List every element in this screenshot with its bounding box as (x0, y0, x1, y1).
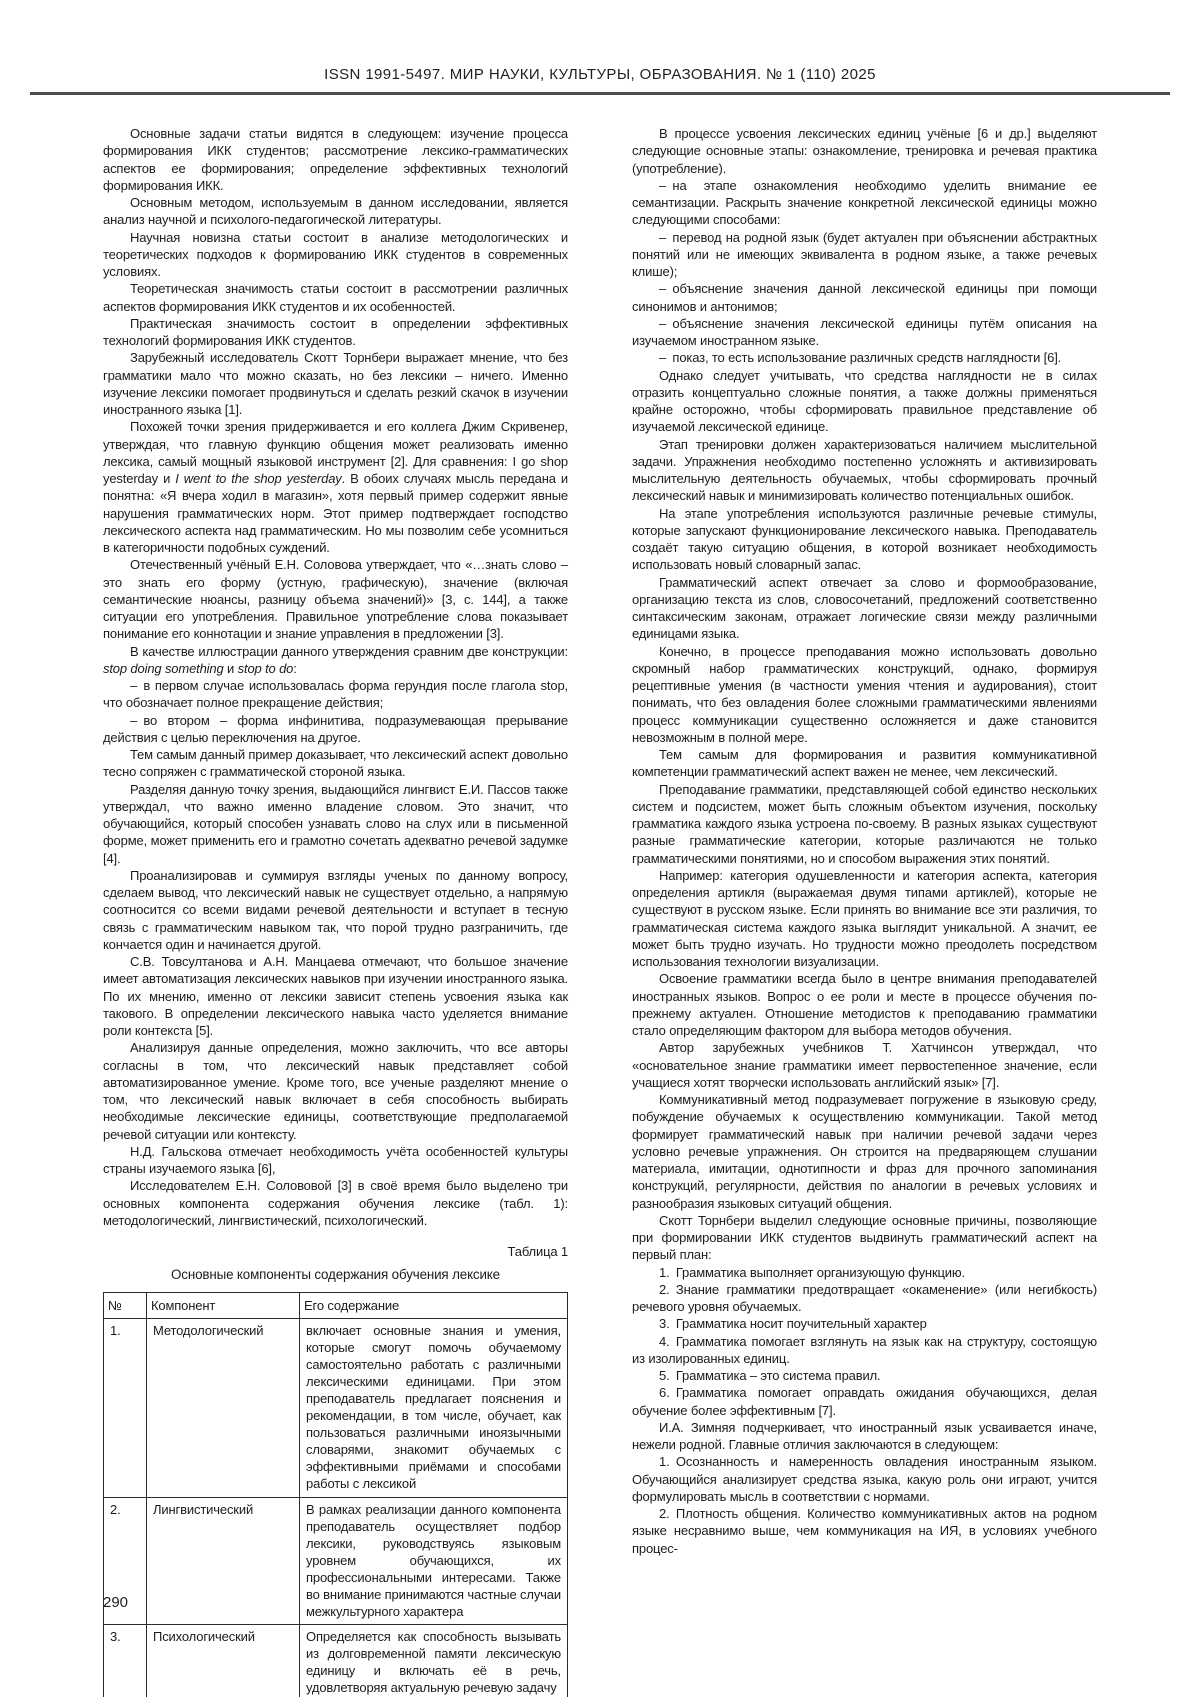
right-column-paragraphs (632, 125, 1097, 1557)
paragraph: Этап тренировки должен характеризоваться наличием мыслительной задачи. Упражнения необходимо постепенно усложнять и активизировать мыслительную деятельность обучаемых, чтобы сформировать прочный лексический навык и минимизировать количество потенциальных ошибок. (632, 436, 1097, 504)
table-row (104, 1497, 568, 1625)
paragraph: 1. Грамматика выполняет организующую функцию. (659, 1264, 965, 1280)
paragraph: Н.Д. Гальскова отмечает необходимость учёта особенностей культуры страны изучаемого языка [6], (103, 1143, 568, 1176)
right-column (632, 125, 1097, 1697)
paragraph: Зарубежный исследователь Скотт Торнбери выражает мнение, что без грамматики мало что можно сказать, но без лексики – ничего. Именно изучение лексики помогает продвинуться и сделать резкий скачок в изучении иностранного языка [1]. (103, 350, 568, 417)
table-cell: 3. (104, 1625, 147, 1697)
table-cell: Методологический (147, 1318, 300, 1497)
paragraph: Тем самым данный пример доказывает, что лексический аспект довольно тесно сопряжен с грамматической стороной языка. (103, 747, 568, 780)
two-column-layout (103, 125, 1097, 1697)
paragraph: Скотт Торнбери выделил следующие основные причины, позволяющие при формировании ИКК студентов выдвинуть грамматический аспект на первый план: (632, 1212, 1097, 1263)
paragraph: 5. Грамматика – это система правил. (659, 1368, 881, 1383)
table-row (104, 1318, 568, 1497)
paragraph: – объяснение значения данной лексической единицы при помощи синонимов и антонимов; (632, 281, 1097, 314)
paragraph: С.В. Товсултанова и А.Н. Манцаева отмечают, что большое значение имеет автоматизация лексических навыков при изучении иностранного языка. По их мнению, именно от лексики зависит степень усвоения языка как такового. В определении лексического навыка часто уделяется внимание роли контекста [5]. (103, 954, 568, 1038)
paragraph: 1. Осознанность и намеренность овладения иностранным языком. Обучающийся анализирует средства языка, какую роль они играют, учится формулировать мысль в соответствии с нормами. (632, 1454, 1097, 1504)
paragraph: Основным методом, используемым в данном исследовании, является анализ научной и психолого-педагогической литературы. (103, 195, 568, 228)
paragraph: Основные задачи статьи видятся в следующем: изучение процесса формирования ИКК студентов; рассмотрение лексико-грамматических аспектов ее формирования; определение эффективных технологий формирования ИКК. (103, 126, 568, 193)
paragraph: Коммуникативный метод подразумевает погружение в языковую среду, побуждение обучаемых к осуществлению коммуникации. Такой метод формирует грамматический навык при наличии речевой задачи через условно речевые упражнения. Он строится на предваряющем слушании материала, имитации, однотипности и фраз для прочного запоминания конструкций, регулярности, действия по аналогии в речевых условиях и разнообразия языковых ситуаций общения. (632, 1092, 1097, 1211)
left-column-paragraphs (103, 125, 568, 1229)
paragraph: Похожей точки зрения придерживается и его коллега Джим Скривенер, утверждая, что главную функцию общения может реализовать именно лексика, самый мощный языковой инструмент [2]. Для сравнения: I go shop yesterday и I went to the shop yesterday. В обоих случаях мысль передана и понятна: «Я вчера ходил в магазин», хотя первый пример содержит явные нарушения грамматических норм. Этот пример подтверждает господство лексического аспекта над грамматическим. Но мы позволим себе усомниться в категоричности подобных суждений. (103, 419, 568, 555)
table-cell: включает основные знания и умения, которые смогут помочь обучаемому самостоятельно работать с различными лексическими единицами. При этом преподаватель предлагает пояснения и рекомендации, в том числе, обучает, как пользоваться различными иноязычными словарями, знакомит обучаемых с эффективными приёмами и способами работы с лексикой (300, 1318, 568, 1497)
paragraph: Тем самым для формирования и развития коммуникативной компетенции грамматический аспект важен не менее, чем лексический. (632, 747, 1097, 780)
paragraph: И.А. Зимняя подчеркивает, что иностранный язык усваивается иначе, нежели родной. Главные отличия заключаются в следующем: (632, 1419, 1097, 1452)
paragraph: – объяснение значения лексической единицы путём описания на изучаемом иностранном языке. (632, 315, 1097, 348)
paragraph: Преподавание грамматики, представляющей собой единство нескольких систем и подсистем, может быть сложным объектом изучения, поскольку грамматика каждого языка устроена по-своему. В разных языках существуют разные грамматические категории, которые различаются не только грамматическими понятиями, но и способом выражения этих понятий. (632, 781, 1097, 866)
paragraph: Однако следует учитывать, что средства наглядности не в силах отразить концептуально сложные понятия, а также должны применяться крайне осторожно, чтобы сформировать правильное представление об изучаемой лексической единице. (632, 367, 1097, 435)
table-label: Таблица 1 (507, 1244, 568, 1259)
components-table-head (104, 1292, 568, 1318)
table-header-number: № (104, 1292, 147, 1318)
table-header-component: Компонент (147, 1292, 300, 1318)
paragraph: Теоретическая значимость статьи состоит в рассмотрении различных аспектов формирования ИКК студентов и их особенностей. (103, 281, 568, 314)
table-cell: Лингвистический (147, 1497, 300, 1625)
left-column (103, 125, 568, 1697)
paragraph: 2. Знание грамматики предотвращает «окаменение» (или негибкость) речевого уровня обучаемых. (632, 1281, 1097, 1314)
table-cell: 2. (104, 1497, 147, 1625)
table-header-row (104, 1292, 568, 1318)
paragraph: Освоение грамматики всегда было в центре внимания преподавателей иностранных языков. Вопрос о ее роли и месте в процессе обучения по-прежнему актуален. Отношение методистов к преподаванию грамматики стало определяющим фактором для выбора методов обучения. (632, 971, 1097, 1038)
paragraph: 6. Грамматика помогает оправдать ожидания обучающихся, делая обучение более эффективным [7]. (632, 1385, 1097, 1418)
components-table-body (104, 1318, 568, 1697)
paragraph: Практическая значимость состоит в определении эффективных технологий формирования ИКК студентов. (103, 315, 568, 348)
table-row (104, 1625, 568, 1697)
paragraph: Грамматический аспект отвечает за слово и формообразование, организацию текста из слов, словосочетаний, предложений соответственно синтаксическим законам, отражает логические связи между различными единицами языка. (632, 574, 1097, 642)
paragraph: В качестве иллюстрации данного утверждения сравним две конструкции: stop doing something и stop to do: (103, 643, 568, 676)
table-title: Основные компоненты содержания обучения лексике (171, 1267, 500, 1283)
paragraph: Научная новизна статьи состоит в анализе методологических и теоретических подходов к формированию ИКК студентов в современных условиях. (103, 229, 568, 279)
paragraph: Конечно, в процессе преподавания можно использовать довольно скромный набор грамматических конструкций, однако, формируя рецептивные умения (в частности умения чтения и аудирования), стоит понимать, что без овладения более сложными грамматическими явлениями процесс коммуникации существенно осложняется и даже становится невозможным в полной мере. (632, 643, 1097, 745)
table-cell: Определяется как способность вызывать из долговременной памяти лексическую единицу и включать её в речь, удовлетворяя актуальную речевую задачу (300, 1625, 568, 1697)
table-cell: Психологический (147, 1625, 300, 1697)
paragraph: 3. Грамматика носит поучительный характер (659, 1316, 927, 1332)
header-rule (30, 92, 1170, 95)
paragraph: – в первом случае использовалась форма герундия после глагола stop, что обозначает полное прекращение действия; (103, 678, 568, 711)
table-header-content: Его содержание (300, 1292, 568, 1318)
paragraph: Отечественный учёный Е.Н. Соловова утверждает, что «…знать слово – это знать его форму (устную, графическую), значение (включая семантические нюансы, разницу объема значений)» [3, с. 144], а также ситуации его употребления. Правильное употребление слова показывает понимание его коннотации и знание управления в предложении [3]. (103, 557, 568, 642)
paragraph: – показ, то есть использование различных средств наглядности [6]. (659, 350, 1062, 366)
paragraph: Например: категория одушевленности и категория аспекта, категория определения артикля (выражаемая двумя типами артиклей), которые не существуют в русском языке. Если принять во внимание все эти различия, то грамматическая система каждого языка выглядит уникальной. А значит, ее может быть трудно изучать. Но трудности можно преодолеть посредством использования технологии визуализации. (632, 867, 1097, 969)
paragraph: 2. Плотность общения. Количество коммуникативных актов на родном языке несравнимо выше, чем коммуникация на ИЯ, в условиях учебного процес- (632, 1506, 1097, 1556)
components-table (103, 1292, 568, 1697)
paragraph: Анализируя данные определения, можно заключить, что все авторы согласны в том, что лексический навык представляет собой автоматизированное умение. Кроме того, все ученые разделяют мнение о том, что лексический навык включает в себя способность выбирать необходимые лексические единицы, соответствующие предполагаемой речевой ситуации или контексту. (103, 1040, 568, 1142)
table-cell: В рамках реализации данного компонента преподаватель осуществляет подбор лексики, руководствуясь языковым уровнем обучающихся, их профессиональными интересами. Также во внимание принимаются частные случаи межкультурного характера (300, 1497, 568, 1625)
table-cell: 1. (104, 1318, 147, 1497)
paragraph: Автор зарубежных учебников Т. Хатчинсон утверждал, что «основательное знание грамматики имеет первостепенное значение, если учащиеся хотят творчески использовать английский язык» [7]. (632, 1040, 1097, 1090)
paragraph: 4. Грамматика помогает взглянуть на язык как на структуру, состоящую из изолированных единиц. (632, 1333, 1097, 1366)
paragraph: – на этапе ознакомления необходимо уделить внимание ее семантизации. Раскрыть значение конкретной лексической единицы можно следующими способами: (632, 177, 1097, 228)
paragraph: Исследователем Е.Н. Солововой [3] в своё время было выделено три основных компонента содержания обучения лексике (табл. 1): методологический, лингвистический, психологический. (103, 1178, 568, 1228)
page-number: 290 (103, 1594, 129, 1611)
journal-header: ISSN 1991-5497. МИР НАУКИ, КУЛЬТУРЫ, ОБРАЗОВАНИЯ. № 1 (110) 2025 (324, 66, 876, 83)
paragraph: В процессе усвоения лексических единиц учёные [6 и др.] выделяют следующие основные этапы: ознакомление, тренировка и речевая практика (употребление). (632, 126, 1097, 176)
paragraph: На этапе употребления используются различные речевые стимулы, которые запускают функционирование лексического навыка. Преподаватель создаёт такую ситуацию общения, в которой возникает необходимость использовать новый словарный запас. (632, 505, 1097, 573)
paragraph: Проанализировав и суммируя взгляды ученых по данному вопросу, сделаем вывод, что лексический навык не существует отдельно, а напрямую соотносится со всеми видами речевой деятельности и вступает в тесную связь с грамматическим навыком так, что порой трудно разграничить, где кончается один и начинается другой. (103, 867, 568, 952)
paragraph: Разделяя данную точку зрения, выдающийся лингвист Е.И. Пассов также утверждал, что важно именно владение словом. Это значит, что обучающийся, который способен узнавать слово на слух или в письменной форме, может применить его и грамотно сочетать адекватно речевой задумке [4]. (103, 781, 568, 866)
paragraph: – перевод на родной язык (будет актуален при объяснении абстрактных понятий или не имеющих эквивалента в родном языке, а также речевых клише); (632, 229, 1097, 279)
paragraph: – во втором – форма инфинитива, подразумевающая прерывание действия с целью переключения на другое. (103, 712, 568, 745)
